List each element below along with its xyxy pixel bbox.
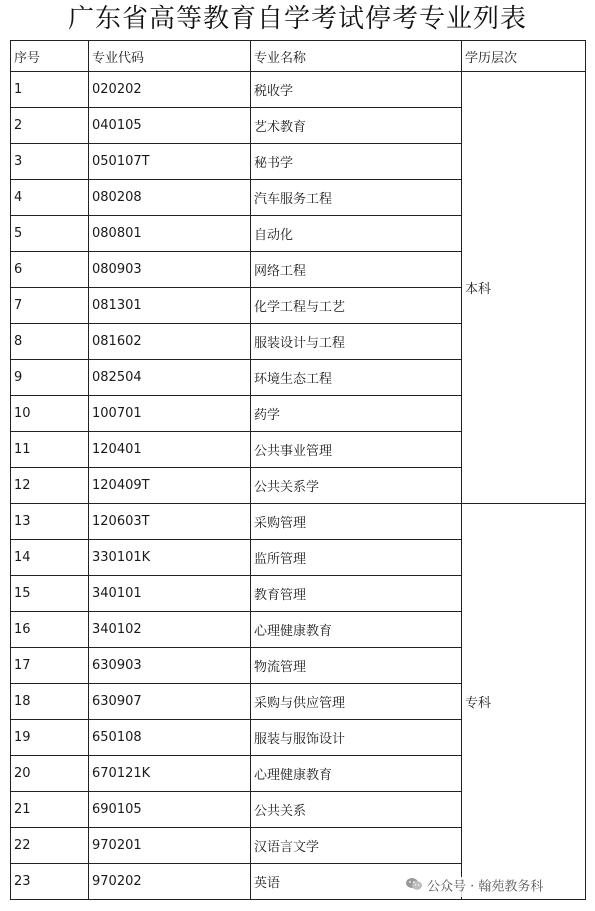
major-code: 080801 — [89, 216, 251, 252]
major-code: 040105 — [89, 108, 251, 144]
row-index: 2 — [11, 108, 89, 144]
table-row — [11, 504, 586, 540]
education-level: 本科 — [462, 72, 586, 504]
major-code: 020202 — [89, 72, 251, 108]
wechat-icon — [405, 877, 423, 897]
education-level: 专科 — [462, 504, 586, 900]
major-name: 汽车服务工程 — [251, 180, 462, 216]
major-name: 公共事业管理 — [251, 432, 462, 468]
major-name: 药学 — [251, 396, 462, 432]
major-code: 080903 — [89, 252, 251, 288]
major-code: 970201 — [89, 828, 251, 864]
watermark-text: 公众号 · 翰苑教务科 — [427, 879, 544, 895]
major-name: 采购管理 — [251, 504, 462, 540]
major-code: 080208 — [89, 180, 251, 216]
row-index: 18 — [11, 684, 89, 720]
major-code: 082504 — [89, 360, 251, 396]
row-index: 4 — [11, 180, 89, 216]
row-index: 20 — [11, 756, 89, 792]
row-index: 15 — [11, 576, 89, 612]
major-name: 网络工程 — [251, 252, 462, 288]
row-index: 1 — [11, 72, 89, 108]
major-code: 050107T — [89, 144, 251, 180]
column-header-code: 专业代码 — [89, 41, 251, 72]
row-index: 17 — [11, 648, 89, 684]
major-code: 120401 — [89, 432, 251, 468]
major-name: 心理健康教育 — [251, 612, 462, 648]
major-code: 650108 — [89, 720, 251, 756]
major-name: 化学工程与工艺 — [251, 288, 462, 324]
table-header-row — [11, 41, 586, 72]
table-row — [11, 72, 586, 108]
row-index: 7 — [11, 288, 89, 324]
row-index: 5 — [11, 216, 89, 252]
row-index: 11 — [11, 432, 89, 468]
column-header-index: 序号 — [11, 41, 89, 72]
major-code: 081301 — [89, 288, 251, 324]
major-name: 物流管理 — [251, 648, 462, 684]
row-index: 23 — [11, 864, 89, 900]
major-name: 艺术教育 — [251, 108, 462, 144]
major-code: 330101K — [89, 540, 251, 576]
row-index: 9 — [11, 360, 89, 396]
major-code: 340102 — [89, 612, 251, 648]
major-code: 120409T — [89, 468, 251, 504]
major-code: 970202 — [89, 864, 251, 900]
major-name: 服装设计与工程 — [251, 324, 462, 360]
row-index: 21 — [11, 792, 89, 828]
major-name: 心理健康教育 — [251, 756, 462, 792]
major-name: 英语 — [251, 864, 462, 900]
row-index: 3 — [11, 144, 89, 180]
major-name: 教育管理 — [251, 576, 462, 612]
major-code: 100701 — [89, 396, 251, 432]
major-name: 汉语言文学 — [251, 828, 462, 864]
major-name: 监所管理 — [251, 540, 462, 576]
page-title: 广东省高等教育自学考试停考专业列表 — [67, 4, 527, 34]
row-index: 22 — [11, 828, 89, 864]
row-index: 6 — [11, 252, 89, 288]
major-name: 自动化 — [251, 216, 462, 252]
major-name: 环境生态工程 — [251, 360, 462, 396]
major-code: 630903 — [89, 648, 251, 684]
suspended-majors-table — [10, 40, 586, 900]
major-code: 340101 — [89, 576, 251, 612]
major-name: 税收学 — [251, 72, 462, 108]
column-header-name: 专业名称 — [251, 41, 462, 72]
row-index: 14 — [11, 540, 89, 576]
row-index: 13 — [11, 504, 89, 540]
major-name: 公共关系 — [251, 792, 462, 828]
major-code: 630907 — [89, 684, 251, 720]
row-index: 12 — [11, 468, 89, 504]
column-header-level: 学历层次 — [462, 41, 586, 72]
major-name: 服装与服饰设计 — [251, 720, 462, 756]
watermark — [403, 877, 545, 897]
major-code: 120603T — [89, 504, 251, 540]
major-name: 秘书学 — [251, 144, 462, 180]
major-code: 670121K — [89, 756, 251, 792]
major-name: 公共关系学 — [251, 468, 462, 504]
major-code: 690105 — [89, 792, 251, 828]
row-index: 16 — [11, 612, 89, 648]
major-code: 081602 — [89, 324, 251, 360]
row-index: 10 — [11, 396, 89, 432]
row-index: 19 — [11, 720, 89, 756]
row-index: 8 — [11, 324, 89, 360]
major-name: 采购与供应管理 — [251, 684, 462, 720]
